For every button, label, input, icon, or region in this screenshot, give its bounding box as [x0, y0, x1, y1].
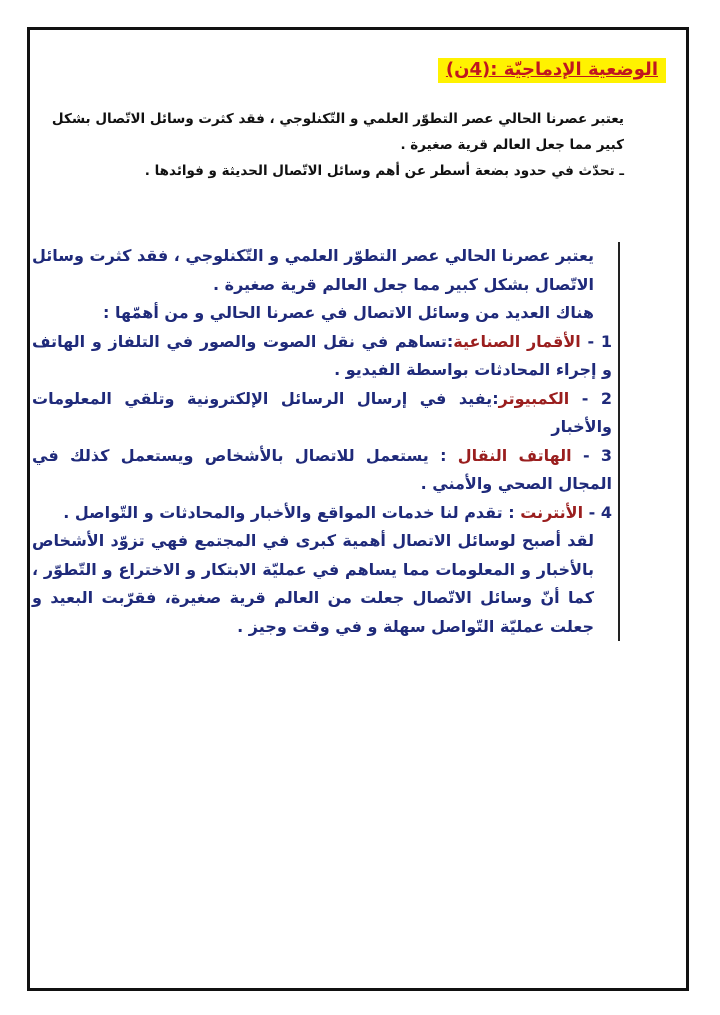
item-description: يستعمل للاتصال بالأشخاص ويستعمل كذلك في المجال الصحي والأمني . — [32, 445, 612, 493]
prompt-instruction: ـ تحدّث في حدود بضعة أسطر عن أهم وسائل الاتّصال الحديثة و فوائدها . — [144, 163, 624, 179]
answer-body — [32, 242, 620, 641]
item-separator: : — [492, 388, 499, 408]
item-description: تقدم لنا خدمات المواقع والأخبار والمحادثات و التّواصل . — [63, 502, 509, 522]
list-item — [32, 499, 612, 528]
item-separator: : — [508, 502, 521, 522]
list-item — [32, 442, 612, 499]
item-separator: : — [440, 445, 458, 465]
item-description: يفيد في إرسال الرسائل الإلكترونية وتلقي المعلومات والأخبار — [32, 388, 612, 436]
item-description: تساهم في نقل الصوت والصور في التلفاز و الهاتف و إجراء المحادثات بواسطة الفيديو . — [32, 331, 612, 379]
item-term: الأنترنت — [520, 502, 584, 522]
item-number: 4 - — [588, 502, 612, 522]
list-item — [32, 385, 612, 442]
section-title: الوضعية الإدماجيّة :(4ن) — [438, 58, 666, 83]
list-item — [32, 328, 612, 385]
item-number: 2 - — [581, 388, 612, 408]
worksheet-page — [27, 27, 689, 991]
item-number: 3 - — [582, 445, 613, 465]
item-term: الهاتف النقال — [457, 445, 572, 465]
task-prompt — [44, 106, 664, 184]
answer-conclusion: لقد أصبح لوسائل الاتصال أهمية كبرى في المجتمع فهي تزوّد الأشخاص بالأخبار و المعلومات مما يساهم في عمليّة الابتكار و الاختراع و التّطوّر ، كما أنّ وسائل الاتّصال جعلت من العالم قرية صغيرة، فقرّبت البعيد و جعلت عمليّة التّواصل سهلة و في وقت وجيز . — [32, 531, 594, 636]
item-term: الكمبيوتر — [498, 388, 570, 408]
item-term: الأقمار الصناعية — [453, 331, 581, 351]
prompt-context: يعتبر عصرنا الحالي عصر التطوّر العلمي و التّكنلوجي ، فقد كثرت وسائل الاتّصال بشكل كبير مما جعل العالم قرية صغيرة . — [51, 111, 624, 153]
answer-lead: هناك العديد من وسائل الاتصال في عصرنا الحالي و من أهمّها : — [102, 303, 594, 322]
answer-intro: يعتبر عصرنا الحالي عصر التطوّر العلمي و التّكنلوجي ، فقد كثرت وسائل الاتّصال بشكل كبير مما جعل العالم قرية صغيرة . — [32, 246, 594, 294]
item-number: 1 - — [587, 331, 613, 351]
item-separator: : — [446, 331, 454, 351]
